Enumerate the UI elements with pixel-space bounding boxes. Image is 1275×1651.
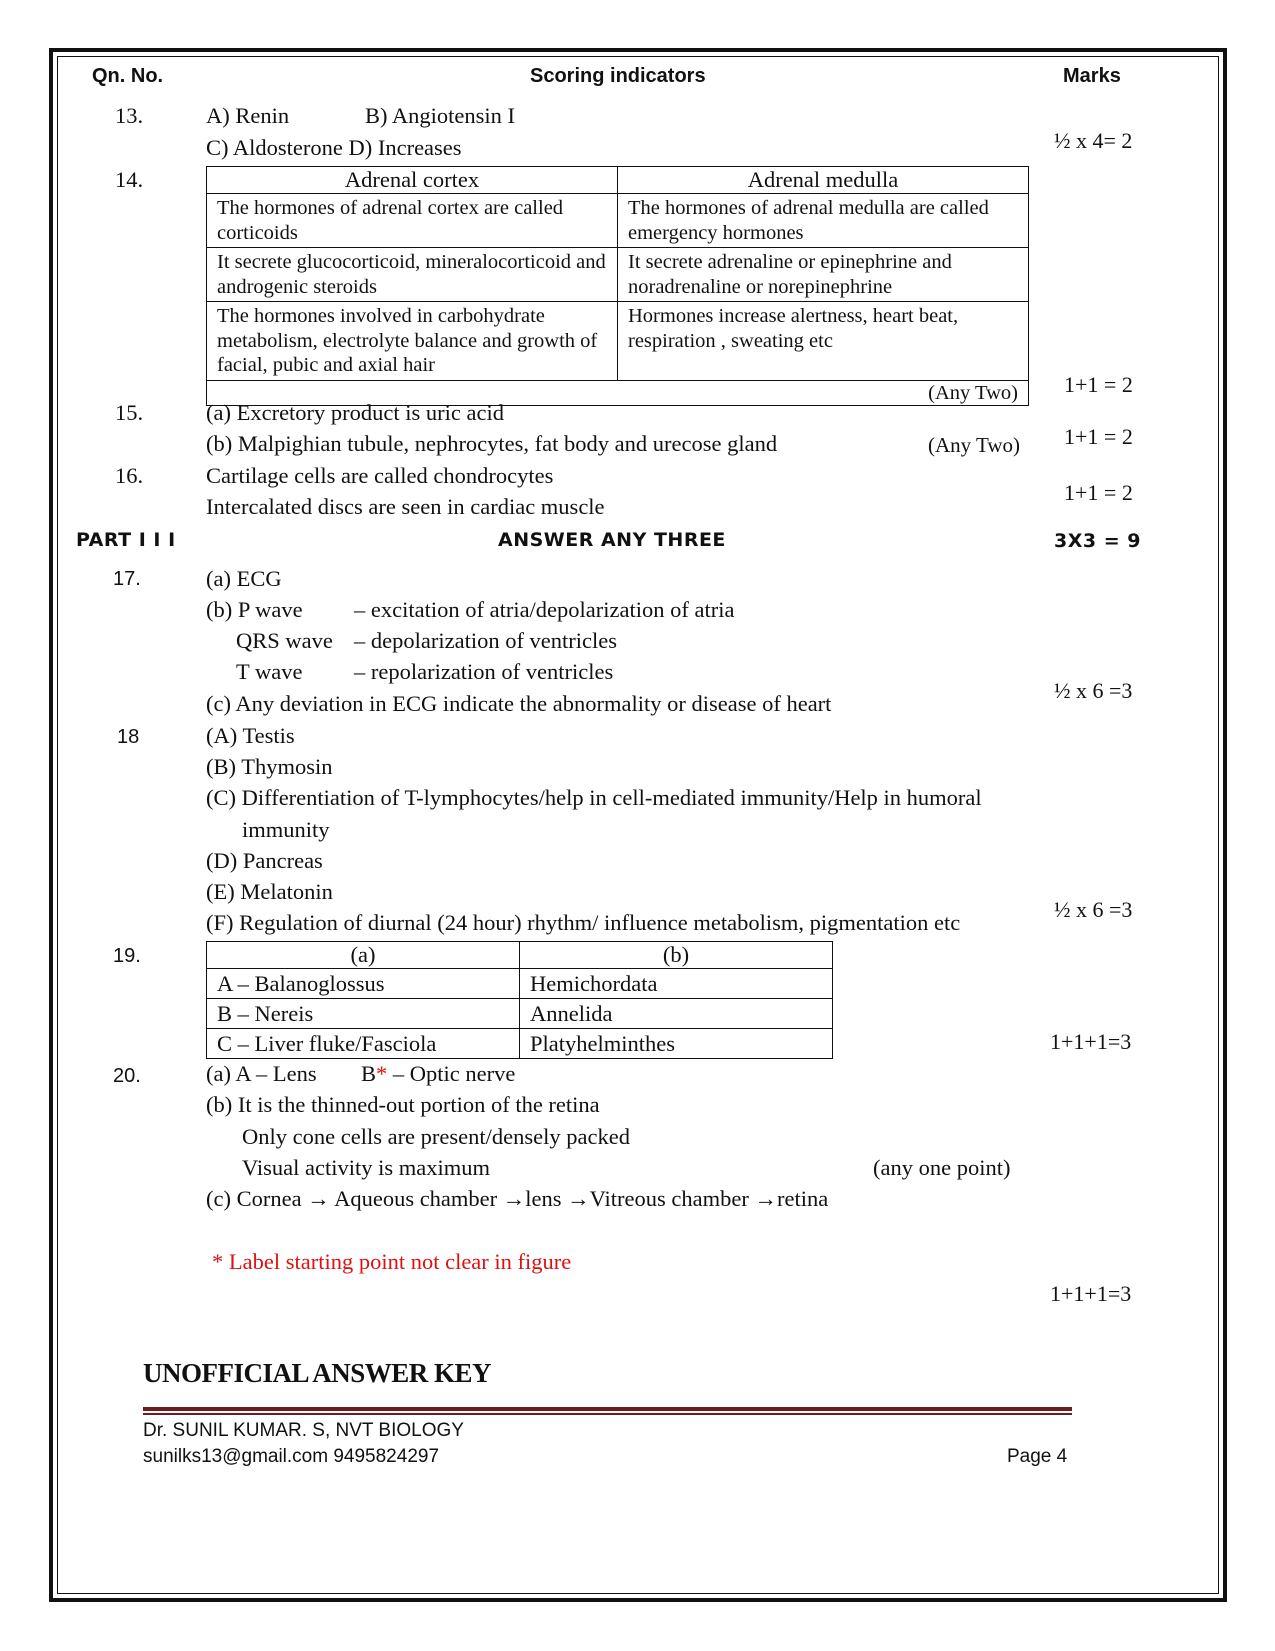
q17-number: 17. xyxy=(113,568,141,590)
q18-c-line1: (C) Differentiation of T-lymphocytes/help in cell-mediated immunity/Help in humoral xyxy=(206,785,982,810)
header-marks: Marks xyxy=(1063,65,1121,87)
q15-marks: 1+1 = 2 xyxy=(1064,424,1133,449)
part-marks: 3X3 = 9 xyxy=(1054,530,1141,552)
header-scoring-indicators: Scoring indicators xyxy=(530,65,706,87)
q17-qrs-label: QRS wave xyxy=(236,628,333,653)
q18-c-line2: immunity xyxy=(242,817,330,842)
table-cell: A – Balanoglossus xyxy=(207,969,520,999)
q20-b-letter: B xyxy=(361,1061,377,1086)
table-row xyxy=(207,969,833,999)
table-row xyxy=(207,248,1029,302)
table-header-a: (a) xyxy=(207,942,520,969)
q20-footnote: * Label starting point not clear in figure xyxy=(212,1249,572,1274)
table-row xyxy=(207,999,833,1029)
table-cell: Annelida xyxy=(520,999,833,1029)
part-label: PART I I I xyxy=(76,529,176,551)
q15-any-two-note: (Any Two) xyxy=(928,433,1021,457)
q16-line2: Intercalated discs are seen in cardiac muscle xyxy=(206,494,605,519)
part-title: ANSWER ANY THREE xyxy=(498,529,726,551)
table-cell: The hormones of adrenal medulla are called emergency hormones xyxy=(618,194,1029,248)
q18-e: (E) Melatonin xyxy=(206,879,333,904)
q17-t-text: – repolarization of ventricles xyxy=(354,659,614,684)
q15-answer-b: (b) Malpighian tubule, nephrocytes, fat body and urecose gland xyxy=(206,431,778,456)
q20-b-line2: Only cone cells are present/densely packed xyxy=(242,1124,630,1149)
table-cell: Hormones increase alertness, heart beat, respiration , sweating etc xyxy=(618,302,1029,381)
q20-b-line1: (b) It is the thinned-out portion of the retina xyxy=(206,1092,600,1117)
q20-any-one-note: (any one point) xyxy=(873,1155,1011,1180)
q17-marks: ½ x 6 =3 xyxy=(1054,678,1133,703)
footer-contact: sunilks13@gmail.com 9495824297 xyxy=(143,1446,440,1467)
q17-qrs-text: – depolarization of ventricles xyxy=(354,628,618,653)
q13-answer-a: A) Renin xyxy=(206,103,290,128)
page-number: Page 4 xyxy=(1007,1446,1068,1467)
q18-d: (D) Pancreas xyxy=(206,848,323,873)
q14-number: 14. xyxy=(115,167,144,192)
q20-optic-nerve-text: – Optic nerve xyxy=(387,1061,516,1086)
footer-author: Dr. SUNIL KUMAR. S, NVT BIOLOGY xyxy=(143,1420,464,1441)
q14-marks: 1+1 = 2 xyxy=(1064,372,1133,397)
q20-marks: 1+1+1=3 xyxy=(1050,1281,1132,1306)
q18-number: 18 xyxy=(117,726,140,748)
q13-marks: ½ x 4= 2 xyxy=(1054,128,1133,153)
q17-c: (c) Any deviation in ECG indicate the abnormality or disease of heart xyxy=(206,691,832,716)
table-cell: Hemichordata xyxy=(520,969,833,999)
q20-a-optic-nerve xyxy=(361,1061,515,1087)
q18-marks: ½ x 6 =3 xyxy=(1054,897,1133,922)
footer-divider xyxy=(143,1407,1072,1411)
q18-b: (B) Thymosin xyxy=(206,754,333,779)
q15-answer-a: (a) Excretory product is uric acid xyxy=(206,400,504,425)
table-cell: It secrete glucocorticoid, mineralocorticoid and androgenic steroids xyxy=(207,248,618,302)
table-header-adrenal-cortex: Adrenal cortex xyxy=(207,167,618,194)
q16-line1: Cartilage cells are called chondrocytes xyxy=(206,463,554,488)
q15-number: 15. xyxy=(115,400,144,425)
q17-t-label: T wave xyxy=(236,659,303,684)
table-cell: C – Liver fluke/Fasciola xyxy=(207,1029,520,1059)
table-header-b: (b) xyxy=(520,942,833,969)
table-cell: The hormones involved in carbohydrate metabolism, electrolyte balance and growth of facial, pubic and axial hair xyxy=(207,302,618,381)
q19-classification-table xyxy=(206,941,833,1059)
q14-any-two-note: (Any Two) xyxy=(207,380,1029,406)
table-cell: The hormones of adrenal cortex are called corticoids xyxy=(207,194,618,248)
table-cell: It secrete adrenaline or epinephrine and noradrenaline or norepinephrine xyxy=(618,248,1029,302)
q20-number: 20. xyxy=(113,1065,141,1087)
header-qn-no: Qn. No. xyxy=(92,65,164,87)
q20-b-line3: Visual activity is maximum xyxy=(242,1155,490,1180)
q18-a: (A) Testis xyxy=(206,723,295,748)
table-cell: B – Nereis xyxy=(207,999,520,1029)
q13-number: 13. xyxy=(115,103,144,128)
table-row xyxy=(207,302,1029,381)
q13-answer-b: B) Angiotensin I xyxy=(365,103,515,128)
q14-comparison-table xyxy=(206,166,1029,406)
table-row xyxy=(207,194,1029,248)
table-cell: Platyhelminthes xyxy=(520,1029,833,1059)
q17-a: (a) ECG xyxy=(206,566,282,591)
q17-b-text: – excitation of atria/depolarization of atria xyxy=(354,597,735,622)
q16-number: 16. xyxy=(115,463,144,488)
q17-b-label: (b) P wave xyxy=(206,597,303,622)
q16-marks: 1+1 = 2 xyxy=(1064,480,1133,505)
q19-number: 19. xyxy=(113,945,141,967)
table-row xyxy=(207,1029,833,1059)
q13-answer-cd: C) Aldosterone D) Increases xyxy=(206,135,462,160)
unofficial-stamp: UNOFFICIAL ANSWER KEY xyxy=(143,1358,492,1388)
footer-divider-thin xyxy=(143,1413,1072,1415)
table-header-adrenal-medulla: Adrenal medulla xyxy=(618,167,1029,194)
q19-marks: 1+1+1=3 xyxy=(1050,1029,1132,1054)
q20-a-lens: (a) A – Lens xyxy=(206,1061,317,1086)
q18-f: (F) Regulation of diurnal (24 hour) rhythm/ influence metabolism, pigmentation etc xyxy=(206,910,961,935)
q20-asterisk: * xyxy=(376,1061,388,1086)
q20-c: (c) Cornea → Aqueous chamber →lens →Vitreous chamber →retina xyxy=(206,1186,829,1211)
